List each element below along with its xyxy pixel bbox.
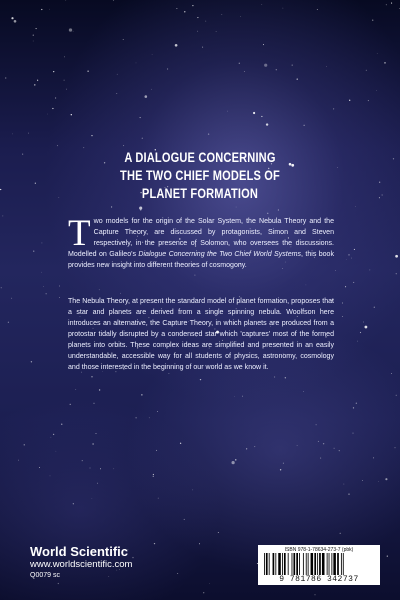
star <box>278 209 279 210</box>
barcode-bar <box>333 553 336 575</box>
title-line-3: PLANET FORMATION <box>141 186 259 201</box>
star <box>326 66 327 67</box>
star <box>362 480 363 481</box>
barcode-bar <box>266 553 268 575</box>
star <box>41 9 42 10</box>
star <box>41 272 42 273</box>
star <box>33 35 34 36</box>
star <box>394 447 395 448</box>
star <box>317 9 318 10</box>
star <box>66 0 67 1</box>
barcode-bar <box>343 553 344 575</box>
star <box>193 490 194 491</box>
star <box>70 404 71 405</box>
star <box>91 376 92 377</box>
star <box>37 80 38 81</box>
isbn-label: ISBN 978-1-78634-273-7 (pbk) <box>284 547 354 553</box>
star <box>280 469 281 470</box>
star <box>318 441 319 442</box>
star <box>396 395 397 396</box>
star <box>342 316 343 317</box>
barcode-bar <box>322 553 325 575</box>
star <box>261 4 262 5</box>
barcode-bar <box>264 553 265 575</box>
star <box>153 476 154 477</box>
star <box>58 583 59 584</box>
barcode-bar <box>317 553 318 575</box>
star <box>167 68 168 69</box>
star <box>51 437 52 438</box>
publisher-block <box>30 544 230 581</box>
star <box>192 5 193 6</box>
barcode-bar <box>269 553 270 575</box>
star <box>142 138 143 139</box>
star <box>306 285 307 286</box>
star <box>320 458 321 459</box>
star <box>50 476 51 477</box>
star <box>33 251 34 252</box>
barcode-bars <box>262 553 376 575</box>
star <box>61 424 62 425</box>
star <box>395 255 398 258</box>
star <box>18 460 19 461</box>
barcode-number: 9 781786 342737 <box>279 575 359 584</box>
star <box>100 468 101 469</box>
barcode-bar <box>278 553 281 575</box>
star <box>264 64 267 67</box>
star <box>22 154 23 155</box>
title-line-2: THE TWO CHIEF MODELS OF <box>120 168 280 183</box>
blurb-paragraph-1-text-b: , this book provides new insight into different theories of cosmogony. <box>68 250 335 269</box>
star <box>368 100 369 101</box>
star <box>194 275 195 276</box>
star <box>90 468 91 469</box>
star <box>304 125 305 126</box>
star <box>242 396 243 397</box>
star <box>176 8 177 9</box>
drop-cap: T <box>68 213 91 254</box>
star <box>55 98 56 99</box>
star <box>57 145 58 146</box>
star <box>379 197 380 198</box>
star <box>266 123 268 125</box>
star <box>114 469 115 470</box>
star <box>276 69 277 70</box>
star <box>339 450 340 451</box>
star <box>12 134 13 135</box>
star <box>231 461 234 464</box>
star <box>236 207 237 208</box>
star <box>382 195 383 196</box>
star <box>92 498 93 499</box>
star <box>59 286 60 287</box>
star <box>153 474 154 475</box>
star <box>47 114 48 115</box>
star <box>71 114 72 115</box>
star <box>141 394 142 395</box>
star <box>356 403 357 404</box>
star <box>285 377 286 378</box>
star <box>244 71 245 72</box>
star <box>157 411 158 412</box>
star <box>209 583 210 584</box>
star <box>46 293 47 294</box>
star <box>208 133 209 134</box>
star <box>11 298 12 299</box>
star <box>33 41 34 42</box>
star <box>1 287 2 288</box>
publisher-name: World Scientific <box>30 544 128 559</box>
star <box>59 297 60 298</box>
star <box>136 63 137 64</box>
star <box>348 254 349 255</box>
blurb-paragraph-1-text-a: wo models for the origin of the Solar System, the Nebula Theory and the Capture Theory, are discussed by protagonists, Simon and Steven respectively, in the presence of Solomon, who oversees the discussions. Modelled on Galileo's <box>68 218 334 258</box>
star <box>53 434 54 435</box>
star <box>379 182 380 183</box>
star <box>274 377 275 378</box>
star <box>197 17 198 18</box>
star <box>123 39 124 40</box>
star <box>135 417 136 418</box>
star <box>145 95 148 98</box>
barcode-bar <box>308 553 309 575</box>
star <box>254 446 255 447</box>
star <box>297 445 298 446</box>
star <box>41 242 42 243</box>
barcode-bar <box>292 553 293 575</box>
star <box>353 282 354 283</box>
star <box>39 467 40 468</box>
star <box>0 189 1 190</box>
star <box>116 93 117 94</box>
star <box>184 519 185 520</box>
star <box>374 307 375 308</box>
star <box>53 71 54 72</box>
star <box>99 289 100 290</box>
star <box>216 31 217 32</box>
barcode-bar <box>329 553 330 575</box>
star <box>335 270 336 271</box>
barcode-bar <box>296 553 298 575</box>
star <box>158 498 159 499</box>
star <box>316 424 317 425</box>
star <box>357 341 358 342</box>
star <box>2 215 3 216</box>
isbn-barcode <box>258 545 380 585</box>
star <box>96 433 97 434</box>
star <box>14 20 17 23</box>
star <box>345 286 346 287</box>
star <box>386 4 387 5</box>
star <box>140 117 141 118</box>
star <box>240 16 241 17</box>
star <box>372 20 373 21</box>
barcode-bar <box>327 553 328 575</box>
barcode-bar <box>288 553 289 575</box>
star <box>28 133 29 134</box>
star <box>200 379 201 380</box>
star <box>92 443 93 444</box>
star <box>344 484 345 485</box>
star <box>66 89 67 90</box>
star <box>73 503 74 504</box>
barcode-bar <box>299 553 300 575</box>
star <box>184 11 185 12</box>
barcode-bar <box>314 553 316 575</box>
star <box>369 269 370 270</box>
barcode-bar <box>319 553 321 575</box>
star <box>221 14 222 15</box>
star <box>205 21 206 22</box>
blurb-paragraph-2: The Nebula Theory, at present the standard model of planet formation, proposes that a star and planets are derived from a single spinning nebula. Woolfson here introduces an alternative, the Capture Theory, in which planets are produced from a protostar tidally disrupted by a condensed star which 'captures' most of the formed planets into orbits. These complex ideas are simplified and presented in an easily understandable, accessible way for all students of physics, astronomy, cosmology and those interested in the beginning of our world as we know it. <box>68 298 334 371</box>
star <box>340 533 341 534</box>
star <box>97 483 98 484</box>
star <box>24 444 25 445</box>
star <box>283 8 284 9</box>
star <box>349 100 350 101</box>
star <box>323 443 324 444</box>
star <box>377 53 378 54</box>
star <box>94 403 95 404</box>
star <box>333 108 334 109</box>
star <box>8 322 9 323</box>
star <box>334 448 335 449</box>
star <box>64 57 65 58</box>
blurb-paragraph-1 <box>68 213 335 272</box>
star <box>56 451 57 452</box>
barcode-bar <box>306 553 307 575</box>
star <box>364 326 367 329</box>
star <box>234 396 235 397</box>
star <box>43 287 44 288</box>
star <box>360 332 361 333</box>
star <box>253 112 255 114</box>
star <box>152 54 153 55</box>
star <box>346 259 347 260</box>
star <box>36 28 37 29</box>
star <box>391 373 392 374</box>
star <box>34 84 35 85</box>
star <box>353 433 354 434</box>
star <box>69 28 72 31</box>
star <box>180 443 181 444</box>
star <box>366 70 367 71</box>
publisher-url: www.worldscientific.com <box>30 559 133 570</box>
star <box>235 459 236 460</box>
barcode-bar <box>275 553 276 575</box>
star <box>393 158 394 159</box>
star <box>175 44 178 47</box>
barcode-bar <box>284 553 286 575</box>
star <box>384 62 385 63</box>
barcode-bar <box>293 553 295 575</box>
star <box>64 80 65 81</box>
star <box>376 90 377 91</box>
star <box>391 3 392 4</box>
star <box>342 303 343 304</box>
star <box>151 89 152 90</box>
star <box>202 47 203 48</box>
star <box>73 31 74 32</box>
barcode-bar <box>303 553 304 575</box>
star <box>373 457 374 458</box>
star <box>123 145 124 146</box>
star <box>363 322 364 323</box>
barcode-bar <box>311 553 314 575</box>
star <box>396 273 397 274</box>
title-line-1: A DIALOGUE CONCERNING <box>124 150 276 165</box>
star <box>303 391 304 392</box>
star <box>385 478 387 480</box>
star <box>348 494 349 495</box>
barcode-bar <box>341 553 342 575</box>
star <box>315 594 316 595</box>
star <box>378 481 379 482</box>
star <box>218 532 219 533</box>
star <box>203 592 204 593</box>
publisher-code: Q0079 sc <box>30 572 60 579</box>
star <box>297 79 298 80</box>
star <box>52 108 53 109</box>
star <box>99 389 100 390</box>
star <box>292 65 293 66</box>
star <box>354 249 355 250</box>
star <box>156 450 157 451</box>
barcode-bar <box>331 553 332 575</box>
star <box>267 213 268 214</box>
star <box>117 74 118 75</box>
star <box>49 9 50 10</box>
star <box>197 31 198 32</box>
barcode-bar <box>273 553 275 575</box>
star <box>149 417 150 418</box>
star <box>283 463 284 464</box>
star <box>353 407 354 408</box>
star <box>113 0 114 1</box>
book-reference-italic: Dialogue Concerning the Two Chief World Systems <box>138 250 302 258</box>
star <box>120 293 121 294</box>
star <box>261 116 262 117</box>
star <box>5 78 6 79</box>
star <box>246 448 247 449</box>
star <box>355 206 356 207</box>
star <box>111 206 112 207</box>
star <box>31 361 32 362</box>
star <box>82 460 83 461</box>
star <box>351 258 352 259</box>
barcode-bar <box>282 553 283 575</box>
star <box>227 111 228 112</box>
star <box>91 135 92 136</box>
star <box>263 44 264 45</box>
star <box>87 71 88 72</box>
star <box>139 207 142 210</box>
barcode-bar <box>337 553 339 575</box>
star <box>11 17 13 19</box>
star <box>76 389 77 390</box>
star <box>239 63 240 64</box>
star <box>387 556 388 557</box>
star <box>83 147 84 148</box>
